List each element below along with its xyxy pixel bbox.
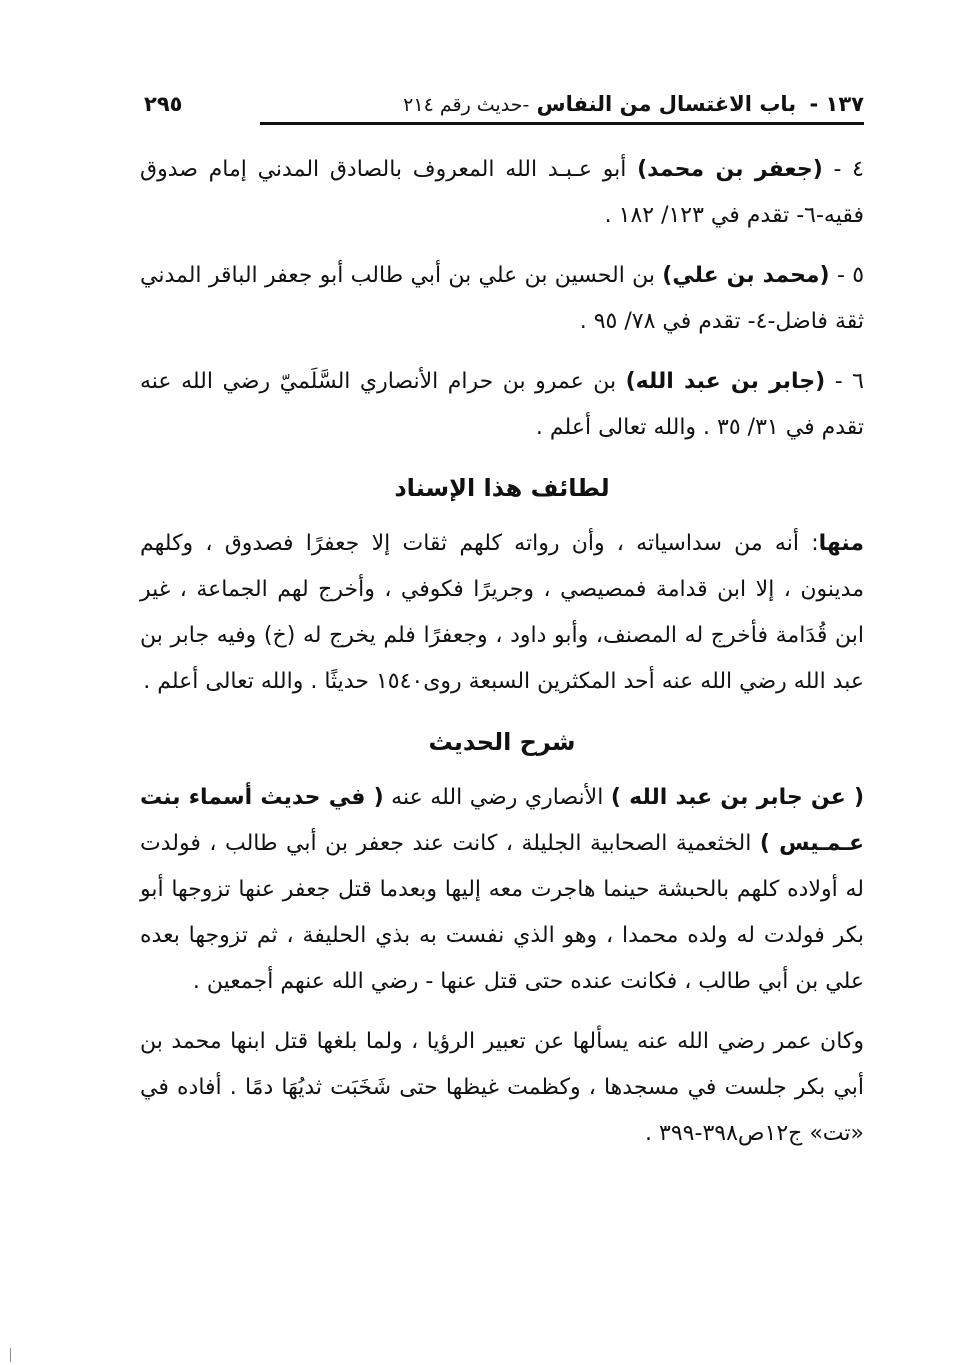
- narrator-name: (جابر بن عبد الله): [625, 369, 826, 394]
- paragraph-lead: منها: [818, 531, 864, 556]
- narrator-number: ٦ -: [834, 369, 864, 394]
- section-heading: لطائف هذا الإسناد: [394, 474, 610, 502]
- narrator-name: (جعفر بن محمد): [637, 157, 823, 182]
- page-body: [140, 147, 864, 1157]
- paragraph-text: وكان عمر رضي الله عنه يسألها عن تعبير الرؤيا ، ولما بلغها قتل ابنها محمد بن أبي بكر جلست في مسجدها ، وكظمت غيظها حتى شَخَبَت ثديُهَا دمًا . أفاده في «تت» ج١٢ص٣٩٨-٣٩٩ .: [140, 1029, 864, 1146]
- chapter-number: ١٣٧ -: [809, 92, 864, 116]
- header-rule: [260, 122, 864, 125]
- quoted-phrase: ( عن جابر بن عبد الله ): [610, 785, 865, 810]
- narrator-number: ٤ -: [833, 157, 864, 182]
- narrator-text: بن الحسين بن علي بن أبي طالب أبو جعفر الباقر المدني ثقة فاضل-٤- تقدم في ٧٨/ ٩٥ .: [140, 263, 864, 334]
- running-header: [140, 80, 864, 116]
- commentary-paragraph: [140, 1019, 864, 1157]
- book-page: [140, 80, 864, 1171]
- chapter-title: [403, 92, 864, 116]
- isnad-paragraph: [140, 521, 864, 705]
- section-heading: شرح الحديث: [428, 728, 576, 756]
- narrator-entry: [140, 359, 864, 451]
- paragraph-text: : أنه من سداسياته ، وأن رواته كلهم ثقات إلا جعفرًا فصدوق ، وكلهم مدينون ، إلا ابن قدامة فمصيصي ، وجريرًا فكوفي ، وأخرج لهم الجماعة ، غير ابن قُدَامة فأخرج له المصنف، وأبو داود ، وجعفرًا فلم يخرج له (خ) وفيه جابر بن عبد الله رضي الله عنه أحد المكثرين السبعة روى١٥٤٠ حديثًا . والله تعالى أعلم .: [140, 531, 864, 694]
- narrator-text: أبو عـبـد الله المعروف بالصادق المدني إمام صدوق فقيه-٦- تقدم في ١٢٣/ ١٨٢ .: [140, 157, 864, 228]
- quoted-phrase: ( في حديث أسماء بنت عـمـيس ): [140, 785, 865, 856]
- paragraph-text: الأنصاري رضي الله عنه: [383, 785, 611, 810]
- paragraph-text: الخثعمية الصحابية الجليلة ، كانت عند جعفر بن أبي طالب ، فولدت له أولاده كلهم بالحبشة حينما هاجرت معه إليها وبعدما قتل جعفر عنها تزوجها أبو بكر فولدت له ولده محمدا ، وهو الذي نفست به بذي الحليفة ، ثم تزوجها بعده علي بن أبي طالب ، فكانت عنده حتى قتل عنها - رضي الله عنهم أجمعين .: [140, 831, 864, 994]
- scan-edge-mark: [10, 1348, 11, 1362]
- page-number: ٢٩٥: [144, 92, 183, 116]
- narrator-entry: [140, 253, 864, 345]
- hadith-reference: -حديث رقم ٢١٤: [403, 94, 530, 116]
- narrator-entry: [140, 147, 864, 239]
- narrator-number: ٥ -: [836, 263, 865, 288]
- narrator-text: بن عمرو بن حرام الأنصاري السَّلَميّ رضي الله عنه تقدم في ٣١/ ٣٥ . والله تعالى أعلم .: [140, 369, 864, 440]
- narrator-name: (محمد بن علي): [662, 263, 830, 288]
- chapter-name: باب الاغتسال من النفاس: [536, 92, 797, 116]
- commentary-paragraph: [140, 775, 864, 1005]
